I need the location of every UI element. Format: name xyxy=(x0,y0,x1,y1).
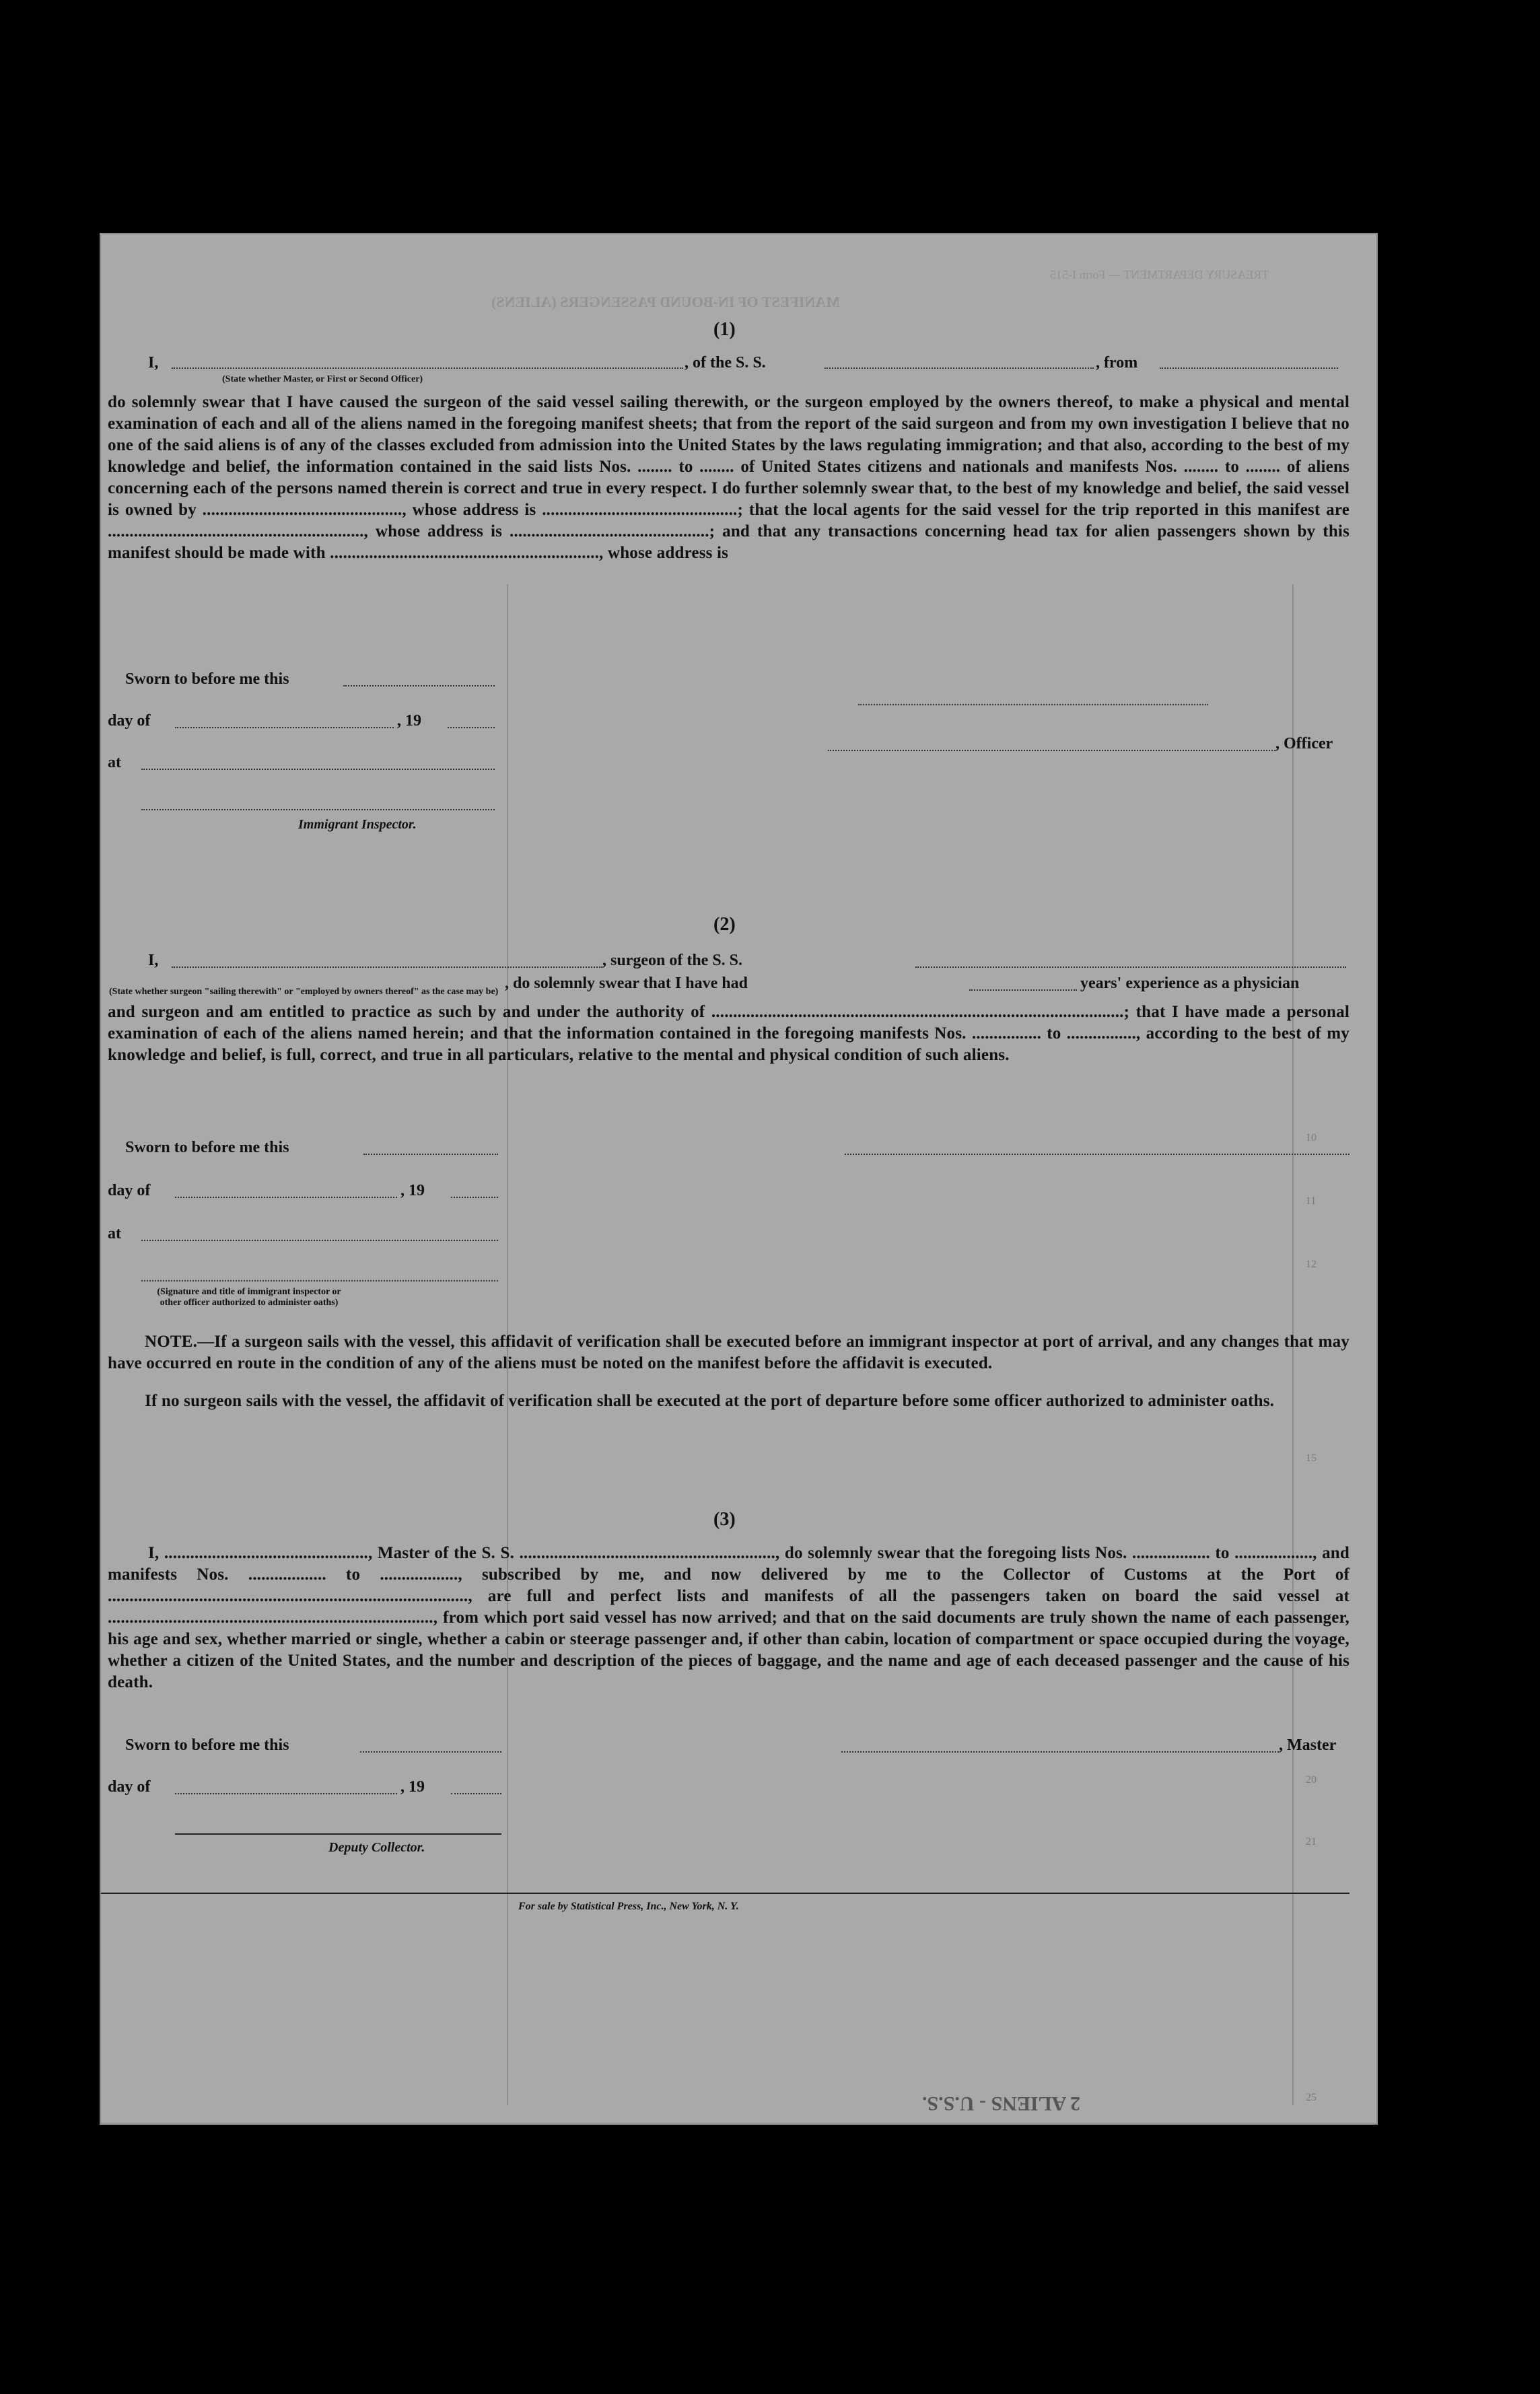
sworn-date-field-1[interactable] xyxy=(343,685,495,686)
officer-signature-field[interactable] xyxy=(828,750,1275,751)
years-label: years' experience as a physician xyxy=(1080,975,1300,992)
punch-hole xyxy=(1381,402,1416,439)
bleed-through-header: MANIFEST OF IN-BOUND PASSENGERS (ALIENS) xyxy=(491,293,840,310)
punch-hole xyxy=(1381,853,1416,890)
row-number: 25 xyxy=(1306,2092,1317,2103)
month-field-3[interactable] xyxy=(175,1793,397,1794)
authorized-officer-field[interactable] xyxy=(141,1280,498,1281)
surgeon-name-field[interactable] xyxy=(172,966,602,968)
punch-hole xyxy=(1381,658,1416,695)
from-label: , from xyxy=(1096,354,1138,372)
of-ss-label: , of the S. S. xyxy=(685,354,766,372)
row-number: 15 xyxy=(1306,1452,1317,1464)
punch-hole xyxy=(1381,738,1416,776)
section-1-affidavit: do solemnly swear that I have caused the surgeon of the said vessel sailing therewith, or the surgeon employed by the owners thereof, to make a physical and mental examination of each and all of the aliens named in the foregoing manifest sheets; that from the report of the said surgeon and from my own investigation I believe that no one of the said aliens is of any of the classes excluded from admission into the United States by the laws regulating immigration; and that also, according to the best of my knowledge and belief, the information contained in the said lists Nos. ........ to ........ of United States citizens and nationals and manifests Nos. ........ to ........ of aliens concerning each of the persons named therein is correct and true in every respect. I do further solemnly swear that, to the best of my knowledge and belief, the said vessel is owned by .............................................., whose address is .............................................; that the local agents for the said vessel for the trip reported in this manifest are ..........................................................., whose address is ..............................................; and that any transactions concerning head tax for alien passengers shown by this manifest should be made with .............................................................., whose address is xyxy=(108,393,1350,562)
row-number: 20 xyxy=(1306,1774,1317,1786)
footer-rule xyxy=(101,1893,1350,1894)
sworn-label-1: Sworn to before me this xyxy=(125,670,289,688)
printer-footer: For sale by Statistical Press, Inc., New York, N. Y. xyxy=(518,1901,739,1912)
surgeon-note-2: If no surgeon sails with the vessel, the affidavit of verification shall be executed at the port of departure before some officer authorized to administer oaths. xyxy=(145,1392,1275,1410)
year-field-1[interactable] xyxy=(448,727,495,728)
inspector-signature-field[interactable] xyxy=(141,809,495,810)
from-port-field[interactable] xyxy=(1160,367,1338,369)
punch-hole xyxy=(1381,1603,1416,1641)
at-field-1[interactable] xyxy=(141,769,495,770)
bottom-stamp: 2 ALIENS - U.S.S. xyxy=(922,2092,1081,2115)
sworn-date-field-2[interactable] xyxy=(363,1154,498,1155)
at-label-1: at xyxy=(108,754,121,771)
sworn-date-field-3[interactable] xyxy=(360,1751,501,1753)
row-number: 10 xyxy=(1306,1132,1317,1143)
section-3-affidavit: I, ..............................................., Master of the S. S. ..........................................................., do solemnly swear that the foregoing lists Nos. .................. to .................., and manifests Nos. .................. to .................., subscribed by me, and now delivered by me to the Collector of Customs at the Port of ..................................................................................., are full and perfect lists and manifests of all the passengers taken on board the said vessel at ..........................................................................., from which port said vessel has now arrived; and that on the said documents are truly shown the name of each passenger, his age and sex, whether married or single, whether a cabin or steerage passenger and, if other than cabin, location of compartment or space occupied during the voyage, whether a citizen of the United States, and the number and description of the pieces of baggage, and the name and age of each deceased passenger and the cause of his death. xyxy=(108,1544,1350,1691)
deputy-collector-signature-field[interactable] xyxy=(175,1833,501,1835)
day-of-label-2: day of xyxy=(108,1182,151,1199)
years-experience-field[interactable] xyxy=(969,989,1077,991)
punch-hole xyxy=(1381,1489,1416,1526)
sworn-label-2: Sworn to before me this xyxy=(125,1139,289,1156)
month-field-1[interactable] xyxy=(175,727,394,728)
surgeon-vessel-field[interactable] xyxy=(915,966,1346,968)
year-field-2[interactable] xyxy=(451,1197,498,1198)
officer-signature-line-upper[interactable] xyxy=(858,704,1208,705)
row-number: 21 xyxy=(1306,1836,1317,1847)
section-1-number: (1) xyxy=(713,319,736,340)
at-label-2: at xyxy=(108,1225,121,1242)
master-title-note: (State whether Master, or First or Second Officer) xyxy=(222,374,423,384)
year-label-1: , 19 xyxy=(397,712,421,730)
manifest-page xyxy=(100,233,1378,2125)
year-label-2: , 19 xyxy=(400,1182,425,1199)
master-name-field[interactable] xyxy=(172,367,683,369)
surgeon-of-label: , surgeon of the S. S. xyxy=(602,952,743,969)
master-label-3: , Master xyxy=(1279,1736,1337,1754)
day-of-label-3: day of xyxy=(108,1778,151,1796)
authorized-officer-note: (Signature and title of immigrant inspector or other officer authorized to administer oaths) xyxy=(157,1287,341,1308)
day-of-label-1: day of xyxy=(108,712,151,730)
section-3-number: (3) xyxy=(713,1509,736,1530)
note-body: —If a surgeon sails with the vessel, this affidavit of verification shall be executed before an immigrant inspector at port of arrival, and any changes that may have occurred en route in the condition of any of the aliens must be noted on the manifest before the affidavit is executed. xyxy=(108,1333,1350,1372)
punch-hole xyxy=(1381,287,1416,325)
punch-hole xyxy=(1381,1926,1416,1964)
at-field-2[interactable] xyxy=(141,1240,498,1241)
master-label: I, xyxy=(148,354,159,372)
surgeon-note xyxy=(108,1331,1350,1374)
month-field-2[interactable] xyxy=(175,1197,397,1198)
note-heading: NOTE. xyxy=(145,1333,198,1351)
sworn-label-3: Sworn to before me this xyxy=(125,1736,289,1754)
section-2-number: (2) xyxy=(713,914,736,935)
bleed-through-form-id: TREASURY DEPARTMENT — Form I-515 xyxy=(1050,268,1269,281)
surgeon-role-note: (State whether surgeon "sailing therewith" or "employed by owners thereof" as the case may be) xyxy=(109,987,499,997)
immigrant-inspector-label: Immigrant Inspector. xyxy=(298,817,417,832)
vessel-name-field[interactable] xyxy=(825,367,1094,369)
year-field-3[interactable] xyxy=(451,1793,501,1794)
surgeon-signature-field[interactable] xyxy=(845,1154,1350,1155)
row-number: 11 xyxy=(1306,1195,1317,1207)
row-number: 12 xyxy=(1306,1259,1317,1270)
swear-label: , do solemnly swear that I have had xyxy=(505,975,748,992)
officer-label: , Officer xyxy=(1275,735,1333,752)
deputy-collector-label: Deputy Collector. xyxy=(328,1840,425,1855)
year-label-3: , 19 xyxy=(400,1778,425,1796)
surgeon-i-label: I, xyxy=(148,952,159,969)
section-2-affidavit: and surgeon and am entitled to practice as such by and under the authority of ...............................................................................................; that I have made a personal examination of each of the aliens named herein; and that the information contained in the foregoing manifests Nos. ................ to ................, according to the best of my knowledge and belief, is full, correct, and true in all particulars, relative to the mental and physical condition of such aliens. xyxy=(108,1003,1350,1064)
master-signature-field[interactable] xyxy=(841,1751,1279,1753)
